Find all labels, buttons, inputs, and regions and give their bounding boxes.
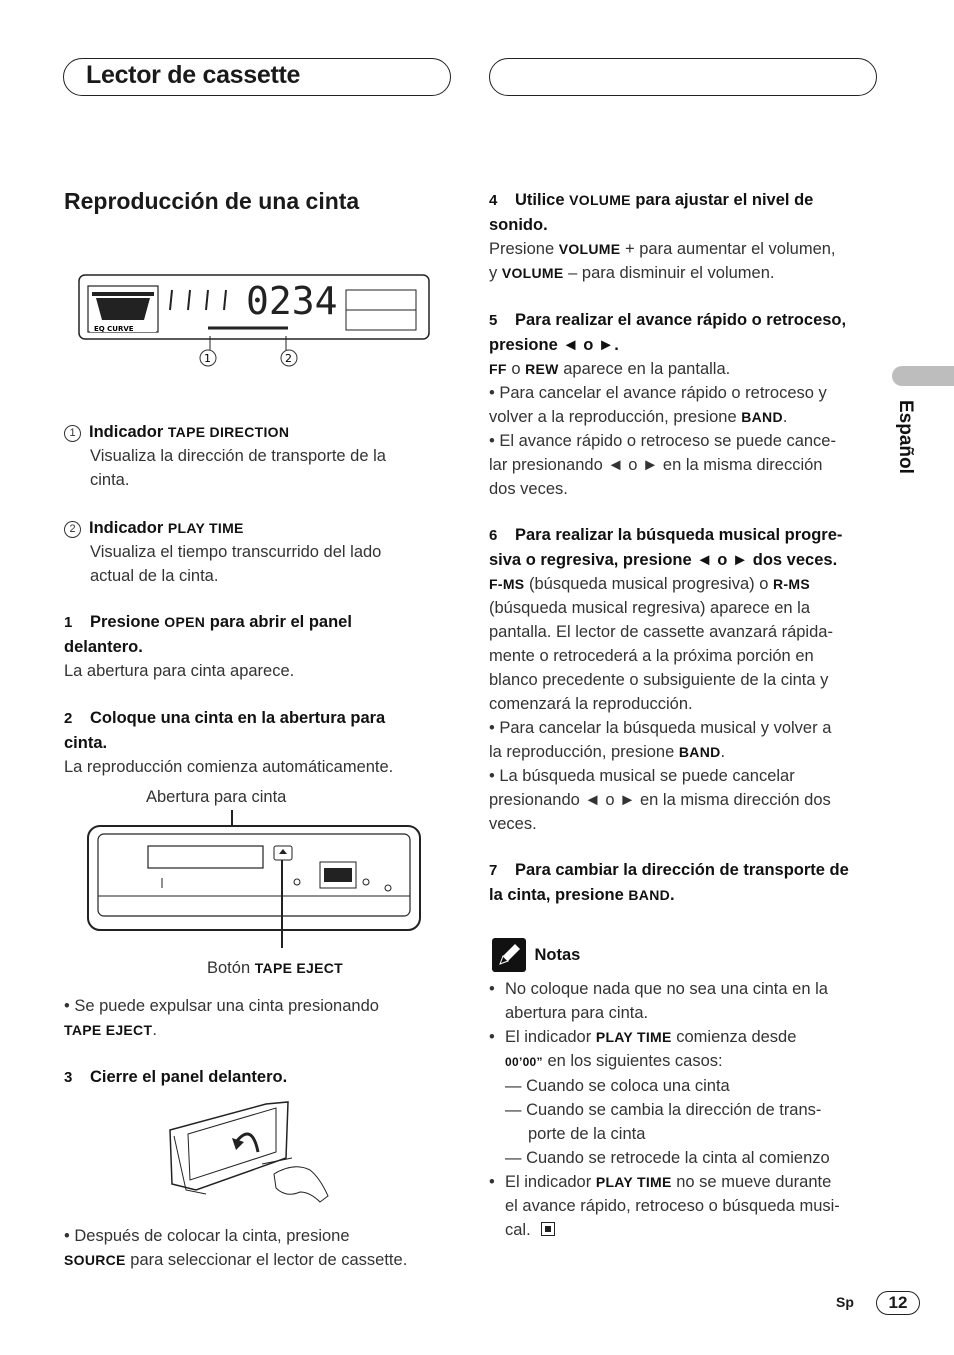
step-4-b2-post: – para disminuir el volumen. bbox=[568, 264, 775, 282]
step-6-p4: mente o retrocederá a la próxima porción en bbox=[489, 647, 814, 665]
step-5-rew: REW bbox=[525, 361, 559, 377]
close-panel-illustration bbox=[166, 1094, 332, 1218]
slot-label: Abertura para cinta bbox=[146, 788, 287, 806]
step-4-post: para ajustar el nivel de bbox=[635, 191, 814, 209]
eject-caption-pre: Botón bbox=[207, 959, 251, 977]
step-6-p5: blanco precedente o subsiguiente de la cinta y bbox=[489, 671, 829, 689]
note-3-line2: el avance rápido, retroceso o búsqueda musi- bbox=[505, 1197, 840, 1215]
source-note bbox=[64, 1224, 454, 1272]
source-note-line1: • Después de colocar la cinta, presione bbox=[64, 1227, 350, 1245]
note-3-post: no se mueve durante bbox=[676, 1173, 832, 1191]
notes-header bbox=[492, 938, 580, 972]
step-5-line2: presione ◄ o ►. bbox=[489, 336, 619, 354]
note-3-pre: El indicador bbox=[505, 1173, 592, 1191]
note-2-dash3: — Cuando se retrocede la cinta al comienzo bbox=[505, 1149, 830, 1167]
source-note-key: SOURCE bbox=[64, 1252, 126, 1268]
eject-caption-key: TAPE EJECT bbox=[254, 960, 344, 976]
step-1-line2: delantero. bbox=[64, 638, 143, 656]
step-5-ff-post: aparece en la pantalla. bbox=[563, 360, 731, 378]
step-6-c3: veces. bbox=[489, 815, 537, 833]
step-4-b1-pre: Presione bbox=[489, 240, 555, 258]
pencil-note-icon bbox=[492, 938, 526, 972]
note-1-line1: No coloque nada que no sea una cinta en la bbox=[505, 980, 828, 998]
step-5-ff: FF bbox=[489, 361, 507, 377]
indicator-1-desc1: Visualiza la dirección de transporte de la bbox=[90, 447, 386, 465]
note-2-value: 00’00” bbox=[505, 1055, 543, 1069]
end-mark-icon bbox=[541, 1222, 555, 1236]
step-2-line2: cinta. bbox=[64, 734, 108, 752]
step-6-b2-pre: la reproducción, presione bbox=[489, 743, 675, 761]
step-3-text: Cierre el panel delantero. bbox=[90, 1068, 288, 1086]
step-1-key: OPEN bbox=[164, 614, 206, 630]
note-1-line2: abertura para cinta. bbox=[505, 1004, 649, 1022]
step-4-number: 4 bbox=[489, 192, 498, 209]
step-7 bbox=[489, 858, 879, 907]
indicator-1-desc2: cinta. bbox=[90, 471, 130, 489]
step-7-line2-pre: la cinta, presione bbox=[489, 886, 624, 904]
step-4-key: VOLUME bbox=[569, 192, 631, 208]
step-5-b1: • Para cancelar el avance rápido o retroceso y bbox=[489, 384, 827, 402]
step-2-line1: Coloque una cinta en la abertura para bbox=[90, 709, 386, 727]
note-2-dash2b: porte de la cinta bbox=[528, 1125, 646, 1143]
step-7-line1: Para cambiar la dirección de transporte de bbox=[515, 861, 849, 879]
step-5-c1: • El avance rápido o retroceso se puede cance- bbox=[489, 432, 836, 450]
language-tab-marker bbox=[892, 366, 954, 386]
step-6-fms: F-MS bbox=[489, 576, 525, 592]
note-3-line3: cal. bbox=[505, 1221, 531, 1239]
step-4 bbox=[489, 188, 879, 285]
note-3-key: PLAY TIME bbox=[595, 1174, 672, 1190]
step-1-number: 1 bbox=[64, 614, 73, 631]
indicator-1-label: Indicador bbox=[89, 423, 164, 441]
note-2-post2: en los siguientes casos: bbox=[547, 1052, 723, 1070]
step-6 bbox=[489, 523, 879, 836]
eject-note bbox=[64, 994, 444, 1042]
step-5-b2-key: BAND bbox=[741, 409, 783, 425]
step-3-number: 3 bbox=[64, 1069, 73, 1086]
language-label: Español bbox=[895, 400, 916, 474]
section-title: Reproducción de una cinta bbox=[64, 188, 360, 214]
step-2-number: 2 bbox=[64, 710, 73, 727]
notes-title: Notas bbox=[534, 946, 581, 964]
note-2-key: PLAY TIME bbox=[595, 1029, 672, 1045]
step-5-c2: lar presionando ◄ o ► en la misma dirección bbox=[489, 456, 823, 474]
indicator-2 bbox=[64, 516, 434, 588]
play-time-digits: 0234 bbox=[246, 279, 338, 323]
step-5-number: 5 bbox=[489, 312, 498, 329]
step-2-body: La reproducción comienza automáticamente. bbox=[64, 758, 394, 776]
step-6-line1: Para realizar la búsqueda musical progre- bbox=[515, 526, 843, 544]
step-7-line2-end: . bbox=[670, 886, 675, 904]
step-6-rms: R-MS bbox=[772, 576, 810, 592]
step-6-p3: pantalla. El lector de cassette avanzará rápida- bbox=[489, 623, 833, 641]
step-6-fms-post: (búsqueda musical progresiva) o bbox=[529, 575, 769, 593]
note-2-post: comienza desde bbox=[676, 1028, 797, 1046]
eject-note-line1: • Se puede expulsar una cinta presionando bbox=[64, 997, 379, 1015]
step-5-b2-end: . bbox=[782, 408, 788, 426]
header-right-box bbox=[489, 58, 877, 96]
display-illustration bbox=[78, 274, 430, 372]
step-6-b1: • Para cancelar la búsqueda musical y volver a bbox=[489, 719, 832, 737]
hand-icon bbox=[274, 1167, 328, 1202]
indicator-1-number: 1 bbox=[64, 425, 81, 442]
eq-curve-label: EQ CURVE bbox=[94, 325, 134, 333]
step-5-line1: Para realizar el avance rápido o retroceso, bbox=[515, 311, 847, 329]
note-2-dash1: — Cuando se coloca una cinta bbox=[505, 1077, 730, 1095]
callout-1: 1 bbox=[204, 352, 211, 365]
page-title: Lector de cassette bbox=[86, 61, 301, 89]
eject-button-caption bbox=[207, 956, 343, 980]
indicator-2-label: Indicador bbox=[89, 519, 164, 537]
eject-note-key: TAPE EJECT bbox=[64, 1022, 153, 1038]
step-2 bbox=[64, 706, 444, 779]
step-4-b1-post: + para aumentar el volumen, bbox=[625, 240, 836, 258]
footer-lang: Sp bbox=[836, 1294, 854, 1310]
step-1 bbox=[64, 610, 444, 683]
step-6-line2: siva o regresiva, presione ◄ o ► dos veces. bbox=[489, 551, 838, 569]
indicator-2-desc2: actual de la cinta. bbox=[90, 567, 219, 585]
step-4-pre: Utilice bbox=[515, 191, 565, 209]
step-5-o: o bbox=[511, 360, 521, 378]
notes-list: • No coloque nada que no sea una cinta en la abertura para cinta. • El indicador PLAY TIME comienza desde 00’00” en los siguientes casos: — Cuando se coloca una cinta — Cuando se cambia la dirección de trans- porte de la cinta — Cuando se retrocede la cinta al comienzo • El indicador PLAY TIME no se mueve durante el avance rápido, retroceso o búsqueda musi- cal. bbox=[489, 977, 884, 1242]
callout-2: 2 bbox=[285, 352, 292, 365]
step-5-b2-pre: volver a la reproducción, presione bbox=[489, 408, 737, 426]
step-5-c3: dos veces. bbox=[489, 480, 568, 498]
indicator-2-desc1: Visualiza el tiempo transcurrido del lado bbox=[90, 543, 382, 561]
step-4-b2-pre: y bbox=[489, 264, 498, 282]
indicator-1-name: TAPE DIRECTION bbox=[167, 424, 290, 440]
note-2-dash2a: — Cuando se cambia la dirección de trans- bbox=[505, 1101, 822, 1119]
step-6-b2-end: . bbox=[720, 743, 726, 761]
step-6-p2: (búsqueda musical regresiva) aparece en la bbox=[489, 599, 811, 617]
tape-slot bbox=[148, 846, 263, 868]
indicator-2-name: PLAY TIME bbox=[167, 520, 244, 536]
header-title-box bbox=[63, 58, 451, 96]
step-6-p6: comenzará la reproducción. bbox=[489, 695, 693, 713]
indicator-1 bbox=[64, 420, 434, 492]
note-2-pre: El indicador bbox=[505, 1028, 592, 1046]
step-7-line2-key: BAND bbox=[628, 887, 671, 903]
step-6-c1: • La búsqueda musical se puede cancelar bbox=[489, 767, 795, 785]
step-7-number: 7 bbox=[489, 862, 498, 879]
indicator-2-number: 2 bbox=[64, 521, 81, 538]
front-panel-illustration bbox=[86, 806, 422, 952]
step-6-number: 6 bbox=[489, 527, 498, 544]
step-6-b2-key: BAND bbox=[678, 744, 721, 760]
eject-note-end: . bbox=[152, 1021, 157, 1039]
step-4-b2-key: VOLUME bbox=[501, 265, 564, 281]
page-number: 12 bbox=[876, 1291, 920, 1315]
step-1-body: La abertura para cinta aparece. bbox=[64, 662, 295, 680]
step-3 bbox=[64, 1065, 287, 1090]
step-4-b1-key: VOLUME bbox=[558, 241, 621, 257]
step-1-pre: Presione bbox=[90, 613, 160, 631]
step-1-post: para abrir el panel bbox=[209, 613, 352, 631]
source-note-post: para seleccionar el lector de cassette. bbox=[130, 1251, 408, 1269]
step-6-c2: presionando ◄ o ► en la misma dirección dos bbox=[489, 791, 831, 809]
step-4-line2: sonido. bbox=[489, 216, 548, 234]
step-5 bbox=[489, 308, 879, 501]
